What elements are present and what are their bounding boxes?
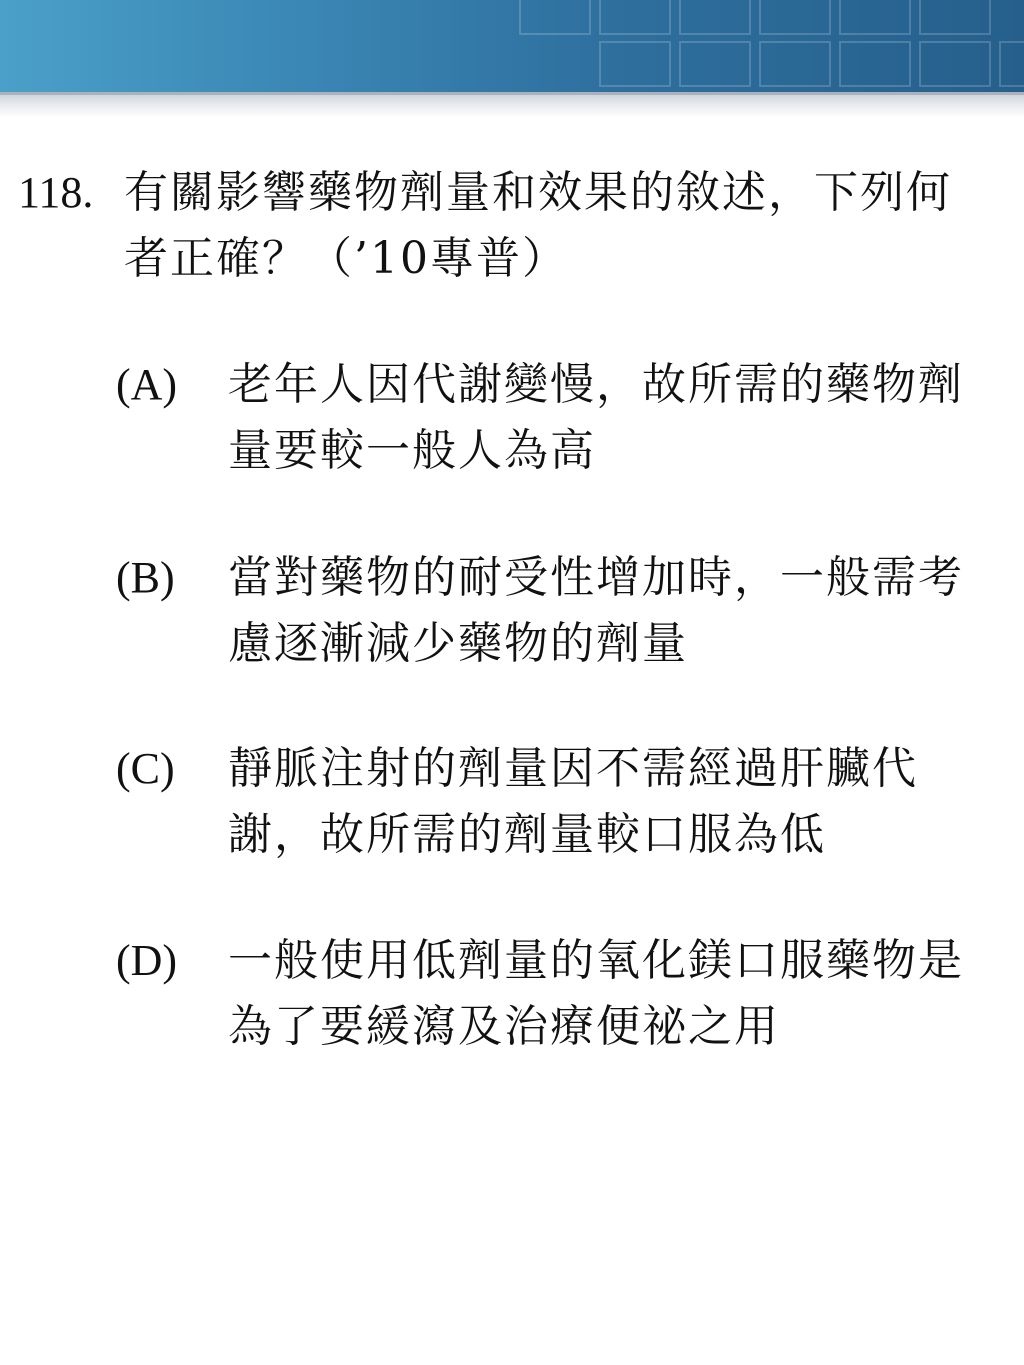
option-c-letter: (C) [116, 744, 175, 793]
question-number: 118. [18, 168, 94, 217]
option-b-text: 當對藥物的耐受性增加時，一般需考慮逐漸減少藥物的劑量 [228, 552, 964, 669]
question-text: 有關影響藥物劑量和效果的敘述，下列何者正確？（’10專普） [124, 167, 952, 284]
option-d-text: 一般使用低劑量的氧化鎂口服藥物是為了要緩瀉及治療便祕之用 [228, 935, 964, 1052]
option-b-letter: (B) [116, 553, 175, 602]
option-a-letter: (A) [116, 360, 178, 409]
option-d-letter: (D) [116, 936, 178, 985]
option-c-text: 靜脈注射的劑量因不需經過肝臟代謝，故所需的劑量較口服為低 [228, 743, 918, 860]
option-a-text: 老年人因代謝變慢，故所需的藥物劑量要較一般人為高 [228, 359, 964, 476]
